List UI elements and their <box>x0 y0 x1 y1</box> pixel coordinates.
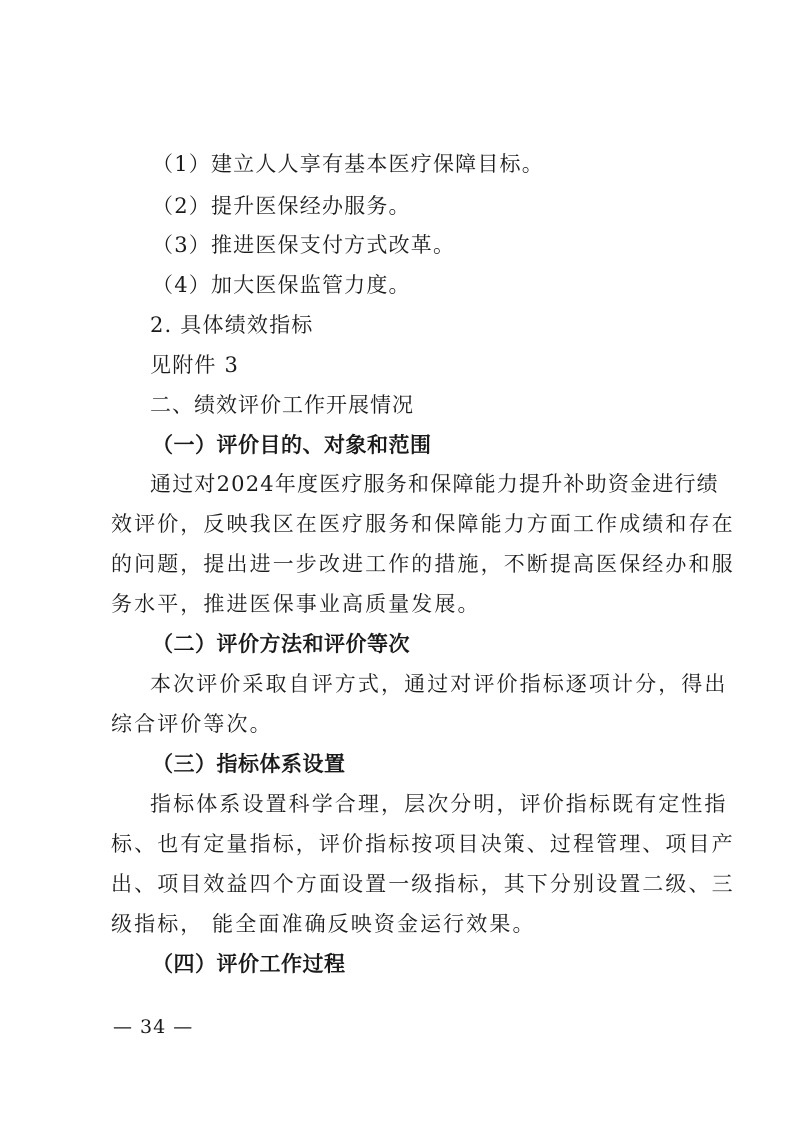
section-heading-2-3: （三）指标体系设置 <box>152 752 346 776</box>
section-heading-2-2: （二）评价方法和评价等次 <box>152 632 410 656</box>
paragraph-1-line-4: 务水平，推进医保事业高质量发展。 <box>111 592 481 616</box>
paragraph-3-line-1: 指标体系设置科学合理，层次分明，评价指标既有定性指 <box>150 792 728 816</box>
section-heading-2-4: （四）评价工作过程 <box>152 952 346 976</box>
goal-item-4: （4）加大医保监管力度。 <box>152 273 411 297</box>
paragraph-1-line-3: 的问题，提出进一步改进工作的措施，不断提高医保经办和服 <box>111 552 735 576</box>
section-heading-2-1: （一）评价目的、对象和范围 <box>152 433 432 457</box>
paragraph-1-line-1: 通过对2024年度医疗服务和保障能力提升补助资金进行绩 <box>150 472 719 496</box>
goal-item-1: （1）建立人人享有基本医疗保障目标。 <box>152 152 544 176</box>
page-number: — 34 — <box>113 1016 194 1038</box>
subsection-heading-2: 2. 具体绩效指标 <box>150 313 314 337</box>
annex-reference: 见附件 3 <box>150 353 240 377</box>
paragraph-3-line-2: 标、也有定量指标，评价指标按项目决策、过程管理、项目产 <box>111 832 735 856</box>
paragraph-3-line-3: 出、项目效益四个方面设置一级指标，其下分别设置二级、三 <box>111 872 735 896</box>
paragraph-3-line-4: 级指标， 能全面准确反映资金运行效果。 <box>111 912 536 936</box>
paragraph-1-line-2: 效评价，反映我区在医疗服务和保障能力方面工作成绩和存在 <box>111 512 735 536</box>
goal-item-2: （2）提升医保经办服务。 <box>152 194 411 218</box>
goal-item-3: （3）推进医保支付方式改革。 <box>152 233 456 257</box>
section-heading-2: 二、绩效评价工作开展情况 <box>150 393 414 417</box>
paragraph-2-line-2: 综合评价等次。 <box>111 712 273 736</box>
paragraph-2-line-1: 本次评价采取自评方式，通过对评价指标逐项计分，得出 <box>150 672 728 696</box>
